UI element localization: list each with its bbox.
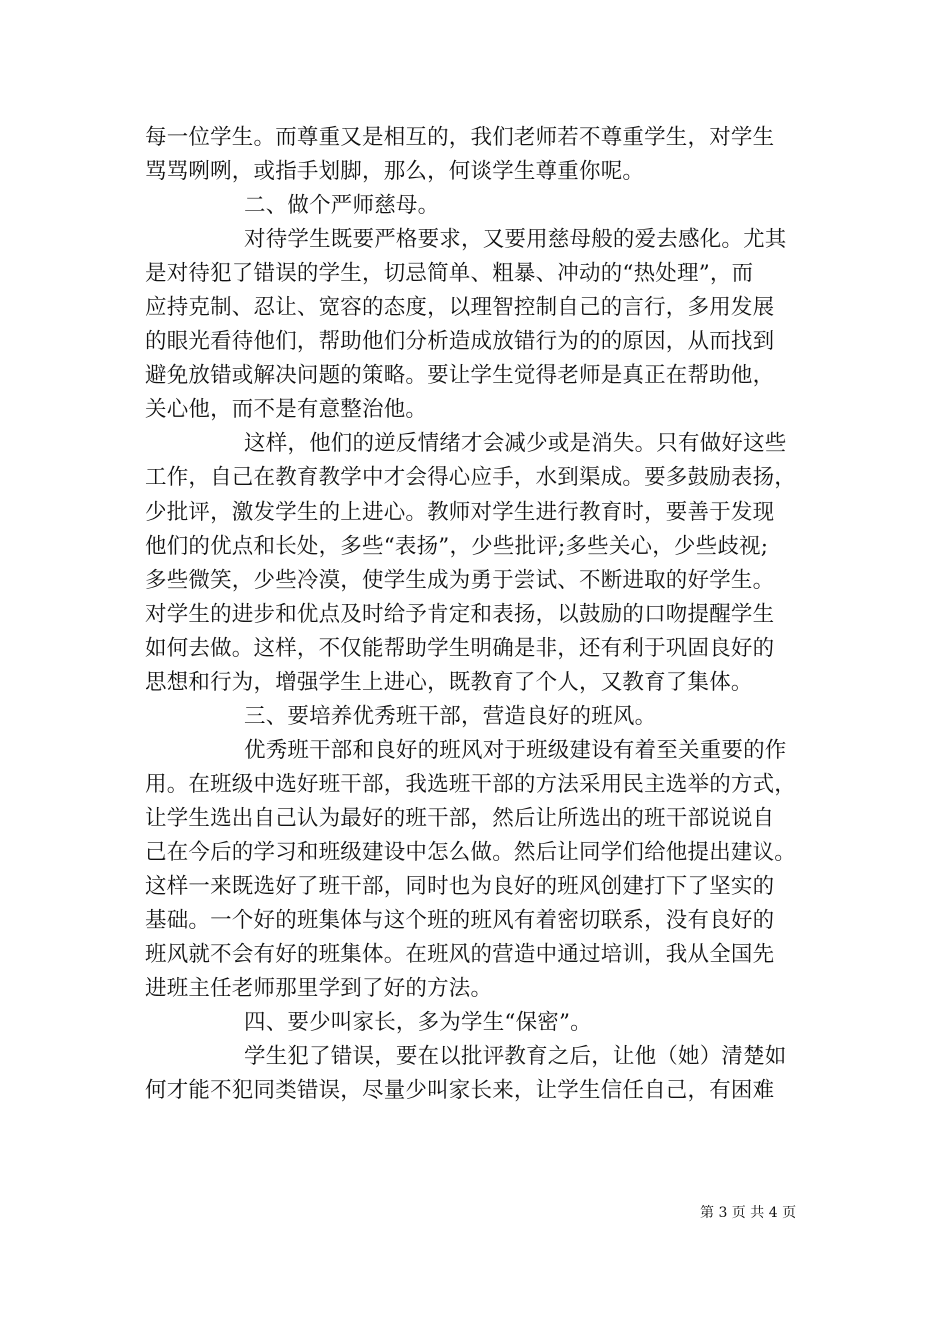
- text-line: 是对待犯了错误的学生，切忌简单、粗暴、冲动的“热处理”，而: [145, 261, 754, 287]
- text-line: 己在今后的学习和班级建设中怎么做。然后让同学们给他提出建议。: [145, 839, 797, 865]
- text-line: 骂骂咧咧，或指手划脚，那么，何谈学生尊重你呢。: [145, 159, 645, 185]
- text-line: 的眼光看待他们，帮助他们分析造成放错行为的的原因，从而找到: [145, 329, 775, 355]
- text-line: 用。在班级中选好班干部，我选班干部的方法采用民主选举的方式，: [145, 771, 797, 797]
- text-line: 这样，他们的逆反情绪才会减少或是消失。只有做好这些: [244, 431, 787, 457]
- text-line: 基础。一个好的班集体与这个班的班风有着密切联系，没有良好的: [145, 908, 775, 934]
- text-line: 每一位学生。而尊重又是相互的，我们老师若不尊重学生，对学生: [145, 125, 775, 150]
- text-line: 多些微笑，少些冷漠，使学生成为勇于尝试、不断进取的好学生。: [145, 567, 775, 593]
- text-line: 应持克制、忍让、宽容的态度，以理智控制自己的言行，多用发展: [145, 295, 775, 321]
- text-line: 这样一来既选好了班干部，同时也为良好的班风创建打下了坚实的: [145, 874, 775, 900]
- document-body: [145, 121, 810, 1108]
- text-line: 少批评，激发学生的上进心。教师对学生进行教育时，要善于发现: [145, 499, 775, 525]
- text-line: 如何去做。这样，不仅能帮助学生明确是非，还有利于巩固良好的: [145, 635, 775, 661]
- text-line: 让学生选出自己认为最好的班干部，然后让所选出的班干部说说自: [145, 805, 775, 831]
- page-number-footer: 第 3 页 共 4 页: [700, 1205, 797, 1221]
- section-heading: 三、要培养优秀班干部，营造良好的班风。: [244, 703, 657, 729]
- text-line: 对待学生既要严格要求，又要用慈母般的爱去感化。尤其: [244, 227, 787, 253]
- text-line: 学生犯了错误，要在以批评教育之后，让他（她）清楚如: [244, 1044, 787, 1070]
- text-line: 优秀班干部和良好的班风对于班级建设有着至关重要的作: [244, 737, 787, 763]
- text-line: 进班主任老师那里学到了好的方法。: [145, 976, 493, 1002]
- text-line: 避免放错或解决问题的策略。要让学生觉得老师是真正在帮助他，: [145, 363, 775, 389]
- text-line: 对学生的进步和优点及时给予肯定和表扬，以鼓励的口吻提醒学生: [145, 601, 775, 627]
- section-heading: 二、做个严师慈母。: [244, 193, 440, 219]
- text-line: 关心他，而不是有意整治他。: [145, 397, 428, 423]
- text-line: 工作，自己在教育教学中才会得心应手，水到渠成。要多鼓励表扬，: [145, 465, 797, 491]
- text-line: 班风就不会有好的班集体。在班风的营造中通过培训，我从全国先: [145, 942, 775, 968]
- section-heading: 四、要少叫家长，多为学生“保密”。: [244, 1010, 592, 1036]
- text-line: 他们的优点和长处，多些“表扬”，少些批评;多些关心，少些歧视;: [145, 533, 769, 559]
- text-line: 何才能不犯同类错误，尽量少叫家长来，让学生信任自己，有困难: [145, 1078, 775, 1104]
- text-line: 思想和行为，增强学生上进心，既教育了个人，又教育了集体。: [145, 669, 753, 695]
